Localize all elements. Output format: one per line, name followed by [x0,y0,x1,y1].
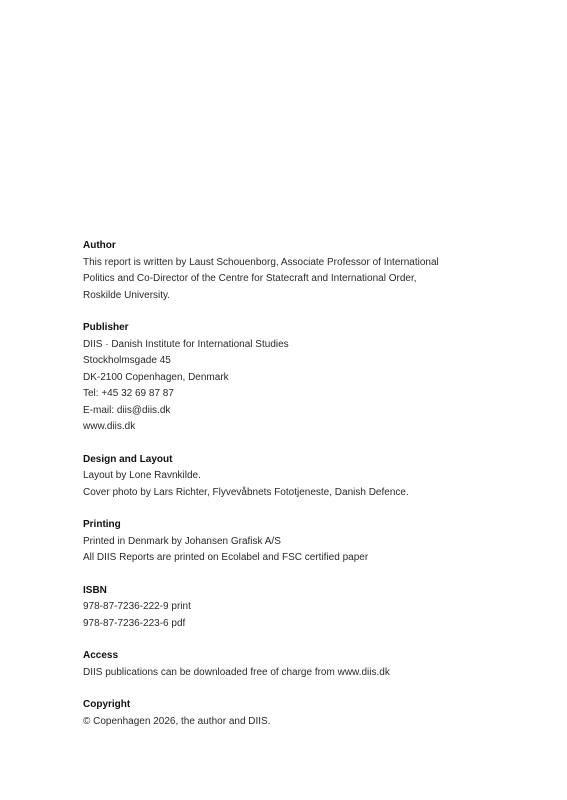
section-line: Stockholmsgade 45 [83,355,171,366]
section-heading: Author [83,240,116,251]
section-line: This report is written by Laust Schouenborg, Associate Professor of International [83,256,439,268]
access-section [83,648,543,681]
section-line: Layout by Lone Ravnkilde. [83,470,201,481]
section-heading: ISBN [83,584,107,596]
section-line: © Copenhagen 2026, the author and DIIS. [83,715,271,727]
section-line: Printed in Denmark by Johansen Grafisk A/S [83,535,281,547]
printing-section [83,517,543,567]
section-line: DIIS · Danish Institute for International Studies [83,338,289,350]
copyright-section [83,697,543,730]
section-line: Cover photo by Lars Richter, Flyvevåbnets Fototjeneste, Danish Defence. [83,486,409,498]
section-line: 978-87-7236-223-6 pdf [83,617,186,629]
section-line: E-mail: diis@diis.dk [83,404,171,416]
section-line: Roskilde University. [83,289,171,301]
section-line: Tel: +45 32 69 87 87 [83,388,174,399]
section-heading: Publisher [83,322,129,333]
design-layout-section [83,452,543,502]
section-line: All DIIS Reports are printed on Ecolabel and FSC certified paper [83,552,369,563]
section-heading: Copyright [83,699,131,710]
publisher-section [83,320,543,436]
section-line: DIIS publications can be downloaded free of charge from www.diis.dk [83,666,390,678]
section-line: www.diis.dk [83,421,136,432]
section-heading: Design and Layout [83,453,173,465]
section-heading: Access [83,650,119,661]
section-heading: Printing [83,519,121,530]
section-line: 978-87-7236-222-9 print [83,601,191,612]
isbn-section [83,583,543,633]
author-section [83,238,543,304]
section-line: Politics and Co-Director of the Centre for Statecraft and International Order, [83,273,417,284]
section-line: DK-2100 Copenhagen, Denmark [83,371,229,383]
colophon [83,238,543,746]
